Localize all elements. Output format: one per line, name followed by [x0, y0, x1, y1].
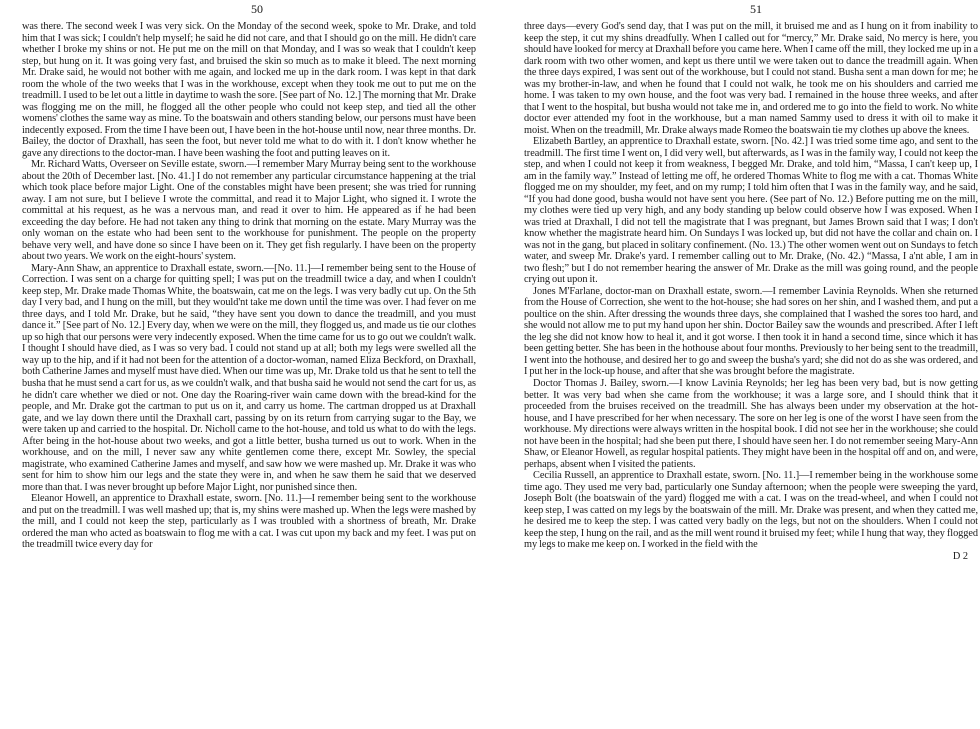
testimony-paragraph: Elizabeth Bartley, an apprentice to Draxhall estate, sworn. [No. 42.] I was tried some time ago, and sent to the treadmill. The first time I went on, I did very well, but afterwards, as I was in the family way, I could not keep the step, and when I could not keep it from weakness, I begged Mr. Drake, and told him, “Massa, I can't keep up, I am in the family way.” Instead of letting me off, he ordered Thomas White to flog me with a cat. Thomas White flogged me on my shoulder, my feet, and on my rump; I told him often that I was in the family way, and he said, “If you had done good, busha would not have sent you here. (See part of No. 12.) Before putting me on the mill, my clothes were tied up very high, and any body standing up below could observe how I was exposed. When I was tried at Draxhall, I did not tell the magistrate that I was pregnant, but James Brown said that I was; I don't know whether the magistrate heard him. On Sundays I was locked up, but did not have the collar and chain on. I was not in the gang, but placed in solitary confinement. (No. 13.) The other women went out on Sundays to fetch water, and sweep Mr. Drake's yard. I remember calling out to Mr. Drake, (No. 42.) “Massa, I a'nt able, I am in two flesh;” but I do not remember hearing the answer of Mr. Drake as the mill was going round, and the people crying out upon it. — [524, 136, 978, 286]
signature-mark: D 2 — [952, 550, 968, 562]
page-number: 50 — [251, 2, 263, 16]
testimony-paragraph: Eleanor Howell, an apprentice to Draxhall estate, sworn. [No. 11.]—I remember being sent to the workhouse and put on the treadmill. I was well mashed up; that is, my shins were mashed up. When the legs were mashed by the mill, and I could not keep the step, particularly as I was troubled with a shortness of breath, Mr. Drake ordered the man who acted as boatswain to flog me with a cat. I was cut upon my back and my feet. I was put on the treadmill twice every day for — [22, 493, 476, 551]
left-page — [22, 0, 476, 729]
right-page — [524, 0, 978, 729]
page-number: 51 — [750, 2, 762, 16]
testimony-paragraph: Doctor Thomas J. Bailey, sworn.—I know Lavinia Reynolds; her leg has been very bad, but is now getting better. It was very bad when she came from the workhouse; it was a large sore, and I should think that it proceeded from the bruises received on the treadmill. She has always been under my observation at the hot-house, and I have prescribed for her when necessary. The sore on her leg is one of the worst I have seen from the workhouse. My directions were always written in the hospital book. I did not see her in the workhouse; she could not have been in the hospital; had she been put there, I should have seen her. I do not remember seeing Mary-Ann Shaw, or Eleanor Howell, as regular hospital patients. They might have been in the hospital off and on, and were, perhaps, absent when I visited the patients. — [524, 377, 978, 470]
page-body — [22, 21, 476, 551]
testimony-paragraph: Mary-Ann Shaw, an apprentice to Draxhall estate, sworn.—[No. 11.]—I remember being sent to the House of Correction. I was sent on a charge for quitting spell; I was put on the treadmill twice a day, and when I couldn't keep step, Mr. Drake made Thomas White, the boatswain, cat me on the legs. I was very badly cut up. On the 5th day I very bad, and I hung on the mill, but they would'nt take me down until the time was over. I had fever on me three days, and I told Mr. Drake, but he said, “they have sent you down to dance the treadmill, and you must dance it.” [See part of No. 12.] Every day, when we were on the mill, they flogged us, and made us tie our clothes up so high that our persons were very indecently exposed. When the time came for us to go out we couldn't walk. I thought I should have died, as I was so very bad. I could not stand up at all; both my legs were swelled all the way up to the hip, and if it had not been for the attention of a doctor-woman, named Eliza Beckford, on Draxhall, both Catherine James and myself must have died. When our time was up, Mr. Drake told us that he sent to tell the busha that he must send a cart for us, as we couldn't walk, and that busha said he would not send the cart for us, as he didn't care whether we died or not. One day the Roaring-river wain came down with the bread-kind for the people, and Mr. Drake got the cartman to put us on it, and carry us home. The cartman dropped us at Draxhall gate, and we lay down there until the Draxhall cart, passing by on its return from carrying sugar to the Bay, we were taken up and carried to the hospital. Dr. Nicholl came to the hot-house, and told us what to do with the legs. After being in the hot-house about two weeks, and got a little better, busha turned us out to work. When in the workhouse, and on the mill, I never saw any white gentlemen come there, except Mr. Sowley, the special magistrate, who examined Catherine James and myself, and saw how we were mashed up. Mr. Drake it was who sent for him to show him our legs and the state they were in, and when he saw them he said that we deserved more than that. I was never brought up before Major Light, nor punished since then. — [22, 262, 476, 493]
testimony-paragraph: was there. The second week I was very sick. On the Monday of the second week, spoke to Mr. Drake, and told him that I was sick; I couldn't help myself; he said he did not care, and that I should go on the mill. He didn't care whether I broke my shins or not. He put me on the mill on that Monday, and I was so weak that I couldn't keep step, but hung on it. It was going very fast, and bruised the skin so much as to make it bleed. The next morning Mr. Drake said, he would not bother with me again, and locked me up in the dark room. I was kept in that dark room the whole of the two weeks that I was in the workhouse, except when they took me out to put me on the treadmill. I used to be let out a little in daytime to wash the sore. [See part of No. 12.] The morning that Mr. Drake was flogging me on the mill, he flogged all the other people who could not keep step, and tied all the other womens' clothes the same way as mine. To the boatswain and others standing below, our persons must have been indecently exposed. From the time I have been out, I have been in the hot-house until now, near three months. Dr. Bailey, the doctor of Draxhall, has seen the foot, but never told me what to do with it. I don't know whether he gave any directions to the doctor-man. I have been washing the foot and putting leaves on it. — [22, 21, 476, 159]
testimony-paragraph: three days—every God's send day, that I was put on the mill, it bruised me and as I hung on it from inability to keep the step, it cut my shins dreadfully. When I called out for “mercy,” Mr. Drake said, No mercy is here, you should have looked for mercy at Draxhall before you came here. When I came off the mill, they locked me up in a dark room with two other women, and kept us there until we were taken out to dance the treadmill again. When the three days expired, I was sent out of the workhouse, but I could not stand. Busha sent a man down for me; he was my brother-in-law, and when he found that I could not walk, he took me on his shoulders and carried me home. I was taken to my own house, and the foot was very bad. I remained in the house three weeks, and after that I went to the hospital, but busha would not take me in, and ordered me to go into the field to work. No white doctor ever attended my foot in the workhouse, but a man named Sammy used to dress it with oil to make it moist. When on the treadmill, Mr. Drake always made Romeo the boatswain tie my clothes up above the knees. — [524, 21, 978, 136]
testimony-paragraph: Cecilia Russell, an apprentice to Draxhall estate, sworn. [No. 11.]—I remember being in the workhouse some time ago. They used me very bad, particularly one Sunday afternoon; when the people were sweeping the yard, Joseph Bolt (the boatswain of the yard) flogged me with a cat. I was on the tread-wheel, and when I could not keep step, I was catted on my legs by the boatswain of the mill. Mr. Drake was present, and when they catted me, he desired me to keep the step. I was catted very badly on the legs, but not on the shoulders. When I could not keep the step, I hung on the rail, and as the mill went round it bruised my feet; while I hung that way, they flogged my legs to make me keep on. I worked in the field with the — [524, 470, 978, 551]
page-body — [524, 21, 978, 551]
testimony-paragraph: Jones M'Farlane, doctor-man on Draxhall estate, sworn.—I remember Lavinia Reynolds. When she returned from the House of Correction, she went to the hot-house; she had sores on her shin, and I washed them, and put a poultice on the shin. After dressing the wounds three days, she complained that I washed the sores too hard, and she would not allow me to put my hand upon her shin. Doctor Bailey saw the wounds and prescribed. After I left the leg she did not know how to heal it, and it got worse. I then took it in hand a second time, since which it has been getting better. She has been in the hothouse about four months. Previously to her being sent to the treadmill, I went into the hothouse, and desired her to go and sweep the busha's yard; she did not do as she was ordered, and I put her in the lock-up house, and after that she was brought before the magistrate. — [524, 285, 978, 378]
testimony-paragraph: Mr. Richard Watts, Overseer on Seville estate, sworn.—I remember Mary Murray being sent to the workhouse about the 20th of December last. [No. 41.] I do not remember any particular circumstance happening at the trial which took place before major Light. One of the constables might have been present; she was tried for running away. I am not sure, but I believe I wrote the committal, and read it to Major Light, who signed it. I wrote the committal at his request, as he was a nervous man, and read it over to him. He appeared as if he had been exceeding the day before. He had not taken any thing to drink that morning on the estate. Mary Murray was the only woman on the estate who had been sent to the workhouse for punishment. The people on the property behave very well, and have done so since I have been on it. They get fish regularly. I have been on the property about two years. We work on the eight-hours' system. — [22, 159, 476, 263]
